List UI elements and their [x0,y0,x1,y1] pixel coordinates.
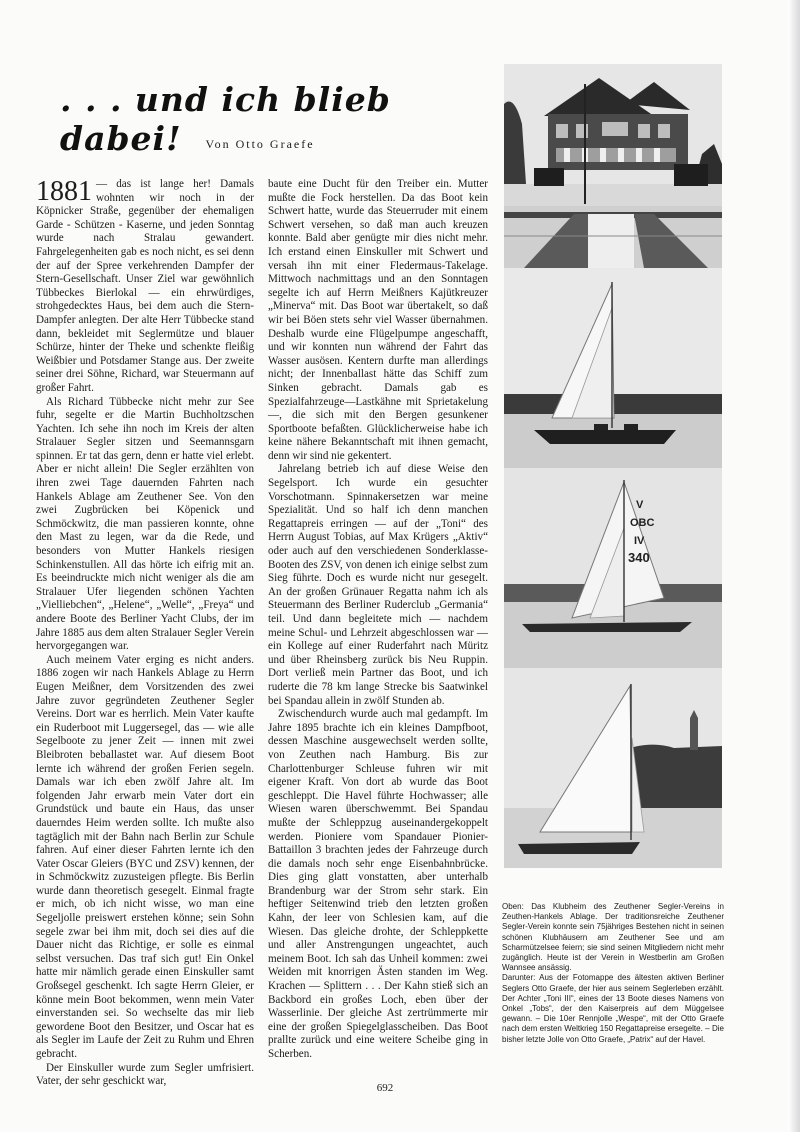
paragraph: baute eine Ducht für den Treiber ein. Mutter mußte die Fock herstellen. Da das Boot kein Schwert hatte, wurde das Steuerruder mit einem Schwert versehen, so daß man auch kreuzen konnte. Bald aber genügte mir dies nicht mehr. Ich erstand einen Einskuller mit Schwert und versah ihn mit einer Fledermaus-Takelage. Mittwoch nachmittags und an den Sonntagen segelte ich auf Herrn Meißners Kajütkreuzer „Minerva“ mit. Das Boot war übertakelt, so daß wir bei Böen stets sehr viel Wasser übernahmen. Deshalb wurde eine Flügelpumpe angeschafft, und wir konnten nun während der Fahrt das Wasser ausösen. Kentern durfte man allerdings nicht; der Innenballast hätte das Schiff zum Sinken gebracht. Damals gab es Spezialfahrzeuge—Lastkähne mit Sprietakelung—, die sich mit den Bergen gesunkener Sportboote befaßten. Glücklicherweise habe ich keine nähere Bekanntschaft mit ihnen gemacht, denn wir sind nie gekentert. [268,178,488,462]
caption-paragraph: Darunter: Aus der Fotomappe des ältesten aktiven Berliner Seglers Otto Graefe, der hier aus seinem Seglerleben erzählt. Der Achter „Toni III“, eines der 13 Boote dieses Namens von Onkel „Tobs“, der den Kaiserpreis auf dem Müggelsee gewann. – Die 10er Rennjolle „Wespe“, mit der Otto Graefe nach dem ersten Weltkrieg 150 Regattapreise ersegelte. – Die bisher letzte Jolle von Otto Graefe, „Patrix“ auf der Havel. [502,973,724,1044]
jolle-patrix-photo [504,668,722,868]
paragraph: Jahrelang betrieb ich auf diese Weise den Segelsport. Ich wurde ein gesuchter Vorschotmann. Spinnakersetzen war meine Spezialität. Und so half ich denn manchen Regattapreis erringen — auf der „Toni“ des Herrn August Tobias, auf Max Krügers „Aktiv“ oder auch auf den verschiedenen Sonderklasse-Booten des ZSV, von denen ich einige selbst zum Sieg führte. Doch es wurde nicht nur gesegelt. An der großen Grünauer Regatta nahm ich als Steuermann des Berliner Ruderclub „Germania“ teil. Und dann begleitete mich — nachdem meine Schul- und Lehrzeit abgeschlossen war — ein Kollege auf einer Ruderfahrt nach Müritz und über Rheinsberg zurück bis Neu Ruppin. Dort verließ mein Partner das Boot, und ich ruderte die 78 km lange Strecke bis Saatwinkel bei Spandau allein in zwölf Stunden ab. [268,463,488,707]
jolle-wespe-photo [504,468,722,668]
drop-year: 1881 [36,176,92,207]
page-number: 692 [376,1082,394,1094]
page-edge-shadow [788,0,800,1132]
caption-paragraph: Oben: Das Klubheim des Zeuthener Segler-Vereins in Zeuthen-Hankels Ablage. Der traditionsreiche Zeuthener Segler-Verein konnte sein 75jähriges Bestehen nicht in seinen schönen Klubhäusern am Zeuthener See und am Scharmützelsee feiern; sie sind seinen Mitgliedern nicht mehr zugänglich. Heute ist der Verein in Westberlin am Großen Wannsee ansässig. [502,902,724,973]
text-column-middle [268,178,488,1062]
paragraph: Zwischendurch wurde auch mal gedampft. Im Jahre 1895 brachte ich ein kleines Dampfboot, dessen Maschine ausgewechselt werden sollte, von Zeuthen nach Hamburg. Bis zur Charlottenburger Schleuse fuhren wir mit eigener Kraft. Von dort ab wurde das Boot geschleppt. Die Havel führte Hochwasser; alle Wiesen waren überschwemmt. Bei Spandau mußte der Schleppzug auseinandergekoppelt werden. Pioniere vom Spandauer Pionier-Battaillon 3 brachten jedes der Fahrzeuge durch die damals noch sehr enge Eisenbahnbrücke. Dies ging glatt vonstatten, aber unterhalb Brandenburg war der Strom sehr stark. Ein heftiger Seitenwind trieb den letzten großen Kahn, der leer von Schlesien kam, auf die Wiesen. Das gleiche drohte, der Schleppkette und aller Anstrengungen ungeachtet, auch meinem Boot. Ich sah das Unheil kommen: zwei Weiden mit knorrigen Ästen standen im Weg. Krachen — Splittern . . . Der Kahn stieß sich an Backbord ein großes Loch, eben über der Wasserlinie. Der gleiche Ast zertrümmerte mir eine der großen Spiegelglasscheiben. Das Boot prallte zurück und eine weitere Scheibe ging in Scherben. [268,708,488,1060]
text-column-left [36,178,254,1089]
sail-number: IV [634,535,645,547]
yacht-toni-photo [504,268,722,468]
paragraph [36,178,254,396]
clubhouse-photo [504,64,722,268]
sail-number: OBC [630,517,655,529]
photo-caption [502,902,724,1045]
sail-number: 340 [628,550,650,565]
paragraph: Als Richard Tübbecke nicht mehr zur See fuhr, segelte er die Martin Buchholtzschen Yachten. Ich sehe ihn noch im Kreis der alten Stralauer Segler sitzen und Seemannsgarn spinnen. Er tat das gern, denn er hatte viel erlebt. Aber er nicht allein! Die Segler erzählten von ihren zwei Tage dauernden Fahrten nach Hankels Ablage am Zeuthener See. Von den zwei Zugbrücken bei Köpenick und Schmöckwitz, die man passieren konnte, ohne den Mast zu legen, war da die Rede, und besonders von Mutter Hankels riesigen Schinkenstullen. All das hörte ich eifrig mit an. Es beeindruckte mich nicht weniger als die am Stralauer Ufer liegenden schönen Yachten „Vielliebchen“, „Helene“, „Welle“, „Freya“ und andere Boote des Berliner Yacht Clubs, der im Jahre 1885 aus dem alten Stralauer Segler Verein hervorgegangen war. [36,395,254,653]
article-byline: Von Otto Graefe [205,137,315,151]
paragraph: Auch meinem Vater erging es nicht anders. 1886 zogen wir nach Hankels Ablage zu Herrn Eugen Meißner, dem Vorsitzenden des zwei Jahre zuvor gegründeten Zeuthener Segler Vereins. Dort war es herrlich. Mein Vater kaufte ein Ruderboot mit Luggersegel, das — wie alle Segelboote zu jener Zeit — innen mit zwei Bleibroten beballastet war. Auf diesem Boot lernte ich während der großen Ferien segeln. Damals war ich eben zwölf Jahre alt. Im folgenden Jahr erwarb mein Vater dort ein Grundstück und baute ein Haus, das unser dauerndes Heim werden sollte. Ich mußte also tagtäglich mit der Bahn nach Berlin zur Schule fahren. Auf einer dieser Fahrten lernte ich den Vater Oscar Gleiers (BYC und ZSV) kennen, der in Schmöckwitz zuzusteigen pflegte. Bis Berlin wurde dann theoretisch gesegelt. Einmal fragte er mich, ob ich nicht wisse, wo man eine Segeljolle preiswert erstehen könne; sein Sohn segele zwar bei ihm mit, doch sei dies auf die Dauer nicht das Richtige, er solle es einmal selbst versuchen. Das traf sich gut! Ein Onkel hatte mir nämlich gerade einen Einskuller samt Großsegel geschenkt. Ich sagte Herrn Gleier, er könne mein Boot bekommen, wenn mein Vater einverstanden sei. So wechselte das mir lieb gewordene Boot den Besitzer, und Oscar hat es als Segler im Laufe der Zeit zu Ruhm und Ehren gebracht. [36,653,254,1060]
paragraph: Der Einskuller wurde zum Segler umfrisiert. Vater, der sehr geschickt war, [36,1061,254,1088]
sail-number: V [636,499,644,511]
paragraph-text: — das ist lange her! Damals wohnten wir noch in der Köpnicker Straße, gegenüber der ehemaligen Garde - Schützen - Kaserne, und jeden Sonntag wurde nach Stralau gewandert. Fahrgelegenheiten gab es noch nicht, es sei denn der auf der Spree verkehrenden Dampfer der Stern-Gesellschaft. Unser Ziel war gewöhnlich Tübbeckes Bierlokal — ein ehrwürdiges, strohgedecktes Haus, bei dem auch die Stern-Dampfer anlegten. Der alte Herr Tübbecke stand dann, bekleidet mit Seglermütze und blauer Schürze, hinter der Theke und schenkte fleißig Weißbier und Potsdamer Stange aus. Der zweite seiner drei Söhne, Richard, war Steuermann auf großer Fahrt. [36,178,254,394]
article-title: . . . und ich blieb dabei! [60,80,391,158]
